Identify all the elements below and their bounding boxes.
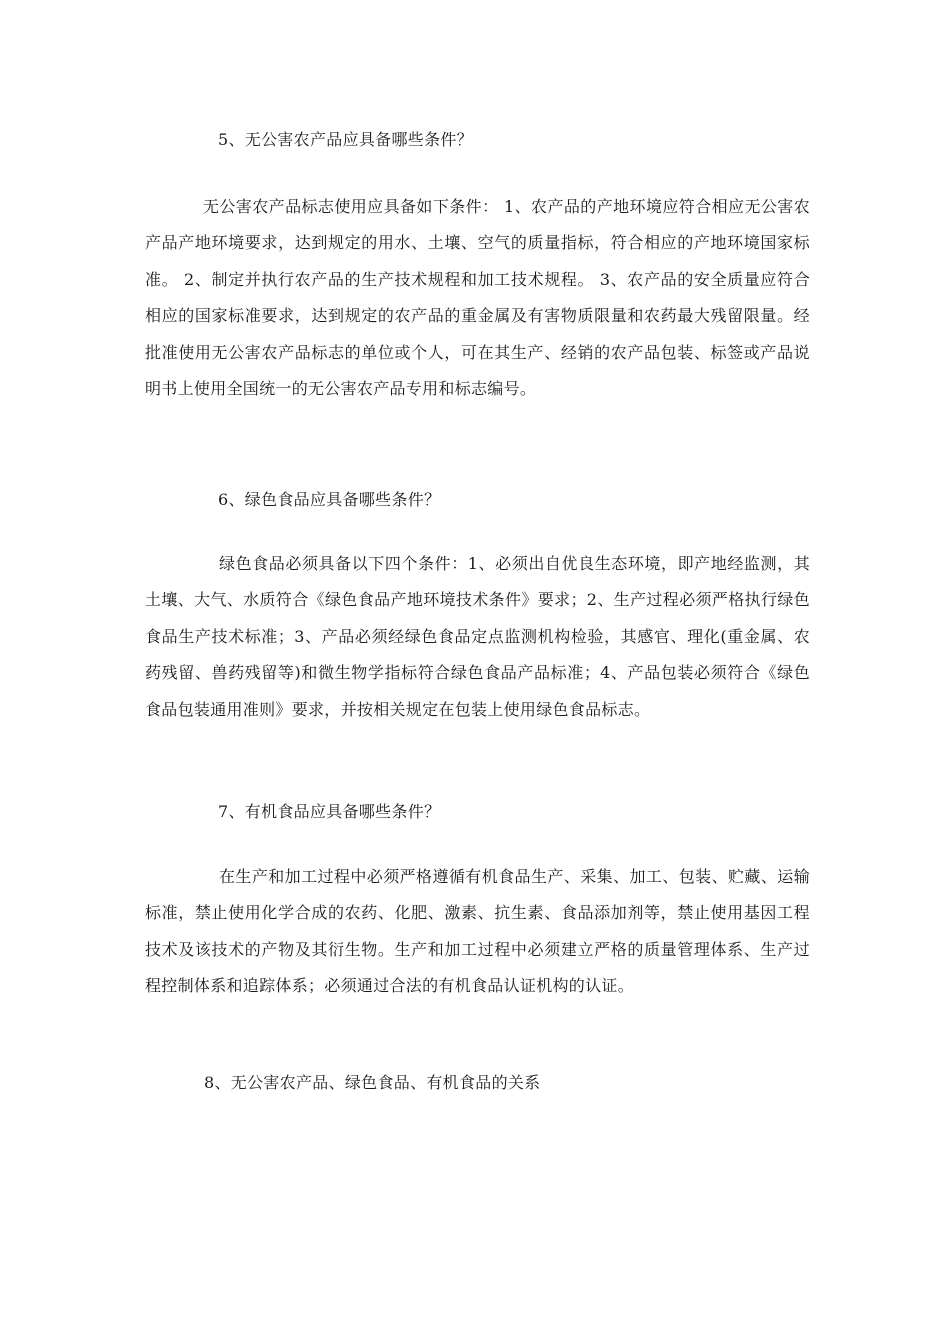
section-7-paragraph: 在生产和加工过程中必须严格遵循有机食品生产、采集、加工、包装、贮藏、运输标准，禁止使用化学合成的农药、化肥、激素、抗生素、食品添加剂等，禁止使用基因工程技术及该技术的产物及其衍生物。生产和加工过程中必须建立严格的质量管理体系、生产过程控制体系和追踪体系；必须通过合法的有机食品认证机构的认证。 (145, 867, 810, 996)
section-5-heading: 5、无公害农产品应具备哪些条件？ (218, 130, 473, 149)
section-7-heading: 7、有机食品应具备哪些条件？ (218, 802, 441, 821)
section-6-heading: 6、绿色食品应具备哪些条件？ (218, 490, 441, 509)
section-8-heading: 8、无公害农产品、绿色食品、有机食品的关系 (204, 1073, 541, 1092)
section-5-paragraph: 无公害农产品标志使用应具备如下条件： 1、农产品的产地环境应符合相应无公害农产品产地环境要求，达到规定的用水、土壤、空气的质量指标，符合相应的产地环境国家标准。 2、制定并执行农产品的生产技术规程和加工技术规程。 3、农产品的安全质量应符合相应的国家标准要求，达到规定的农产品的重金属及有害物质限量和农药最大残留限量。经批准使用无公害农产品标志的单位或个人，可在其生产、经销的农产品包装、标签或产品说明书上使用全国统一的无公害农产品专用和标志编号。 (145, 197, 810, 399)
section-6-paragraph: 绿色食品必须具备以下四个条件：1、必须出自优良生态环境，即产地经监测，其土壤、大气、水质符合《绿色食品产地环境技术条件》要求；2、生产过程必须严格执行绿色食品生产技术标准；3、产品必须经绿色食品定点监测机构检验，其感官、理化(重金属、农药残留、兽药残留等)和微生物学指标符合绿色食品产品标准；4、产品包装必须符合《绿色食品包装通用准则》要求，并按相关规定在包装上使用绿色食品标志。 (145, 554, 810, 719)
